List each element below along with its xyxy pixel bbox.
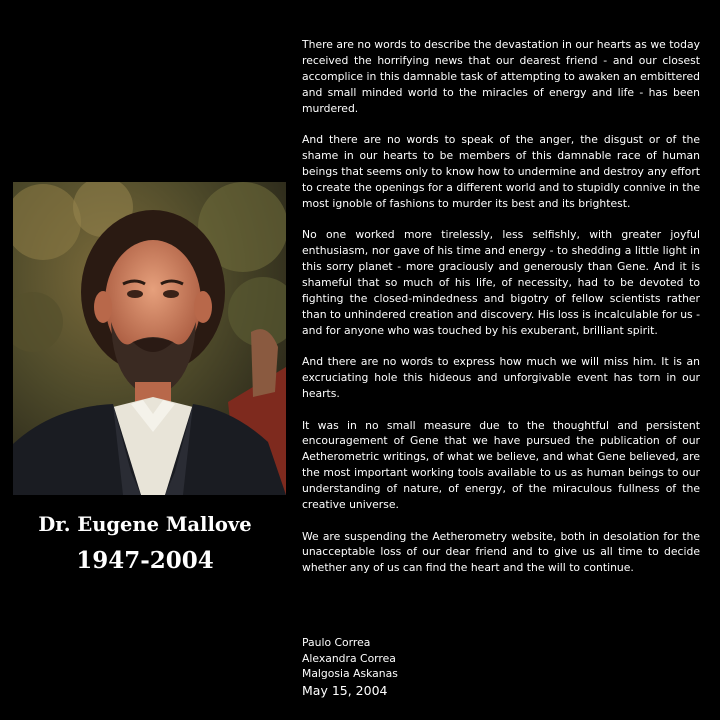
signature-block <box>302 635 398 700</box>
signature-name: Alexandra Correa <box>302 651 396 665</box>
letter-paragraph: No one worked more tirelessly, less selfishly, with greater joyful enthusiasm, nor gave of his time and energy - to shedding a little light in this sorry planet - more graciously and generously than Gene. And it is shameful that so much of his life, of necessity, had to be devoted to fighting the closed-mindedness and bigotry of fellow scientists rather than to unhindered creation and discovery. His loss is incalculable for us - and for anyone who was touched by his exuberant, brilliant spirit. <box>302 228 701 337</box>
letter-paragraph: And there are no words to express how much we will miss him. It is an excruciating hole this hideous and unforgivable event has torn in our hearts. <box>302 355 700 400</box>
signature-name: Malgosia Askanas <box>302 667 398 681</box>
letter-paragraph: There are no words to describe the devastation in our hearts as we today received the horrifying news that our dearest friend - and our closest accomplice in this damnable task of attempting to awaken an embittered and small minded world to the miracles of energy and life - has been murdered. <box>302 38 700 115</box>
letter-paragraph: And there are no words to speak of the anger, the disgust or of the shame in our hearts to be members of this damnable race of human beings that seems only to know how to undermine and destroy any effort to create the openings for a different world and to stupidly connive in the most ignoble of fashions to murder its best and its brightest. <box>302 133 700 210</box>
signature-name: Paulo Correa <box>302 636 371 649</box>
letter-paragraph: It was in no small measure due to the thoughtful and persistent encouragement of Gene that we have pursued the publication of our Aetherometric writings, of what we believe, and what Gene believed, are the most important working tools available to us as human beings to our understanding of nature, of energy, of the miraculous fullness of the creative universe. <box>302 418 700 512</box>
signature-date: May 15, 2004 <box>302 682 388 698</box>
memorial-name: Dr. Eugene Mallove <box>38 513 252 536</box>
memorial-letter <box>302 37 700 592</box>
memorial-years: 1947-2004 <box>76 547 214 574</box>
portrait-photo <box>13 182 286 495</box>
letter-paragraph: We are suspending the Aetherometry website, both in desolation for the unacceptable loss of our dear friend and to give us all time to decide whether any of us can find the heart and the will to continue. <box>302 529 700 575</box>
